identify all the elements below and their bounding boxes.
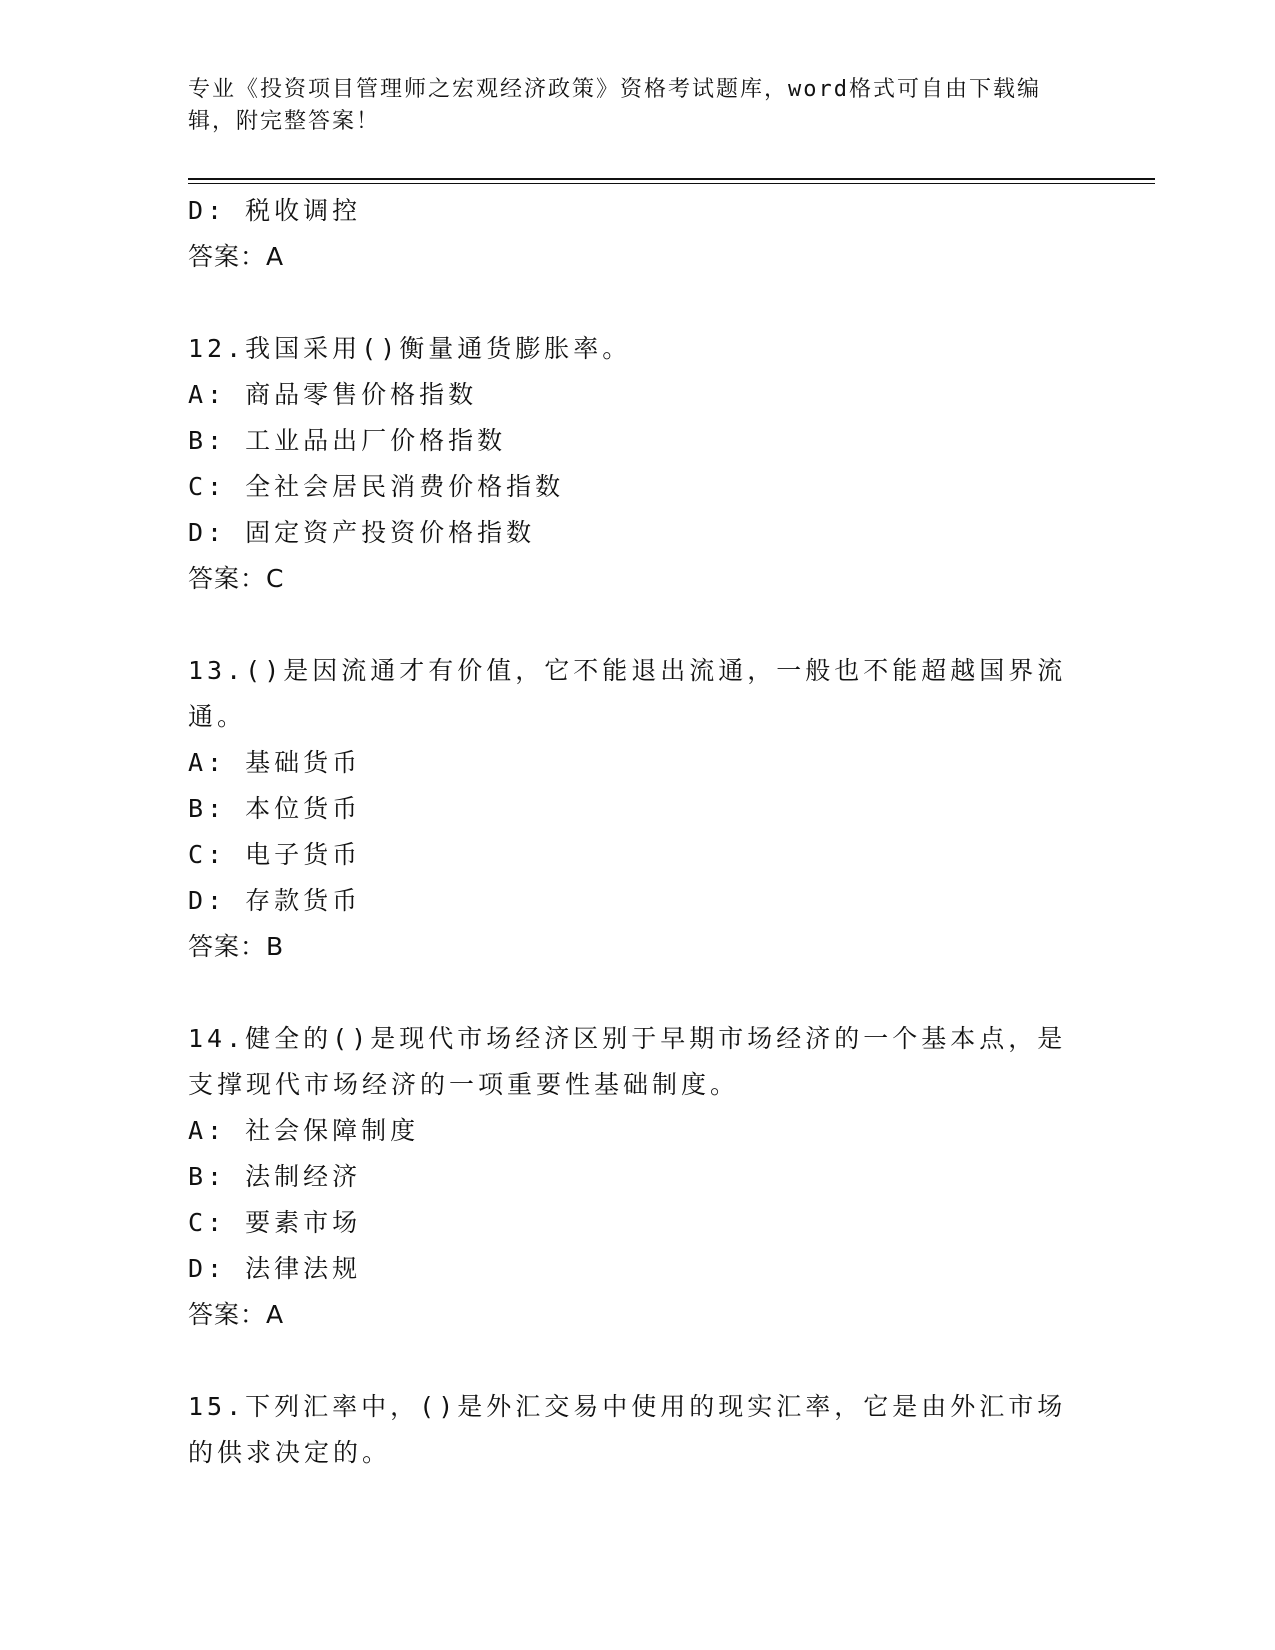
- option-d: D: 税收调控: [188, 196, 362, 225]
- option-b: B: 工业品出厂价格指数: [188, 426, 507, 455]
- document-header: 专业《投资项目管理师之宏观经济政策》资格考试题库，word格式可自由下载编辑，附完整答案！: [188, 77, 1041, 134]
- option-a: A: 基础货币: [188, 748, 362, 777]
- question-13: [188, 648, 1088, 970]
- option-c: C: 电子货币: [188, 840, 362, 869]
- option-a: A: 社会保障制度: [188, 1116, 420, 1145]
- option-d: D: 固定资产投资价格指数: [188, 518, 536, 547]
- option-a: A: 商品零售价格指数: [188, 380, 478, 409]
- answer-line: 答案：A: [188, 242, 285, 271]
- option-b: B: 本位货币: [188, 794, 362, 823]
- header-divider-thick: [188, 178, 1155, 180]
- answer-line: 答案：A: [188, 1300, 285, 1329]
- question-stem: 13.()是因流通才有价值，它不能退出流通，一般也不能超越国界流通。: [188, 656, 1067, 731]
- question-stem: 14.健全的()是现代市场经济区别于早期市场经济的一个基本点，是支撑现代市场经济的一项重要性基础制度。: [188, 1024, 1067, 1099]
- option-c: C: 全社会居民消费价格指数: [188, 472, 565, 501]
- option-d: D: 存款货币: [188, 886, 362, 915]
- question-14: [188, 1016, 1088, 1338]
- question-stem: 12.我国采用()衡量通货膨胀率。: [188, 334, 632, 363]
- previous-question-tail: [188, 188, 1088, 280]
- option-d: D: 法律法规: [188, 1254, 362, 1283]
- answer-line: 答案：C: [188, 564, 285, 593]
- question-12: [188, 326, 1088, 602]
- question-15: [188, 1384, 1088, 1476]
- answer-line: 答案：B: [188, 932, 285, 961]
- option-b: B: 法制经济: [188, 1162, 362, 1191]
- question-stem: 15.下列汇率中，()是外汇交易中使用的现实汇率，它是由外汇市场的供求决定的。: [188, 1392, 1067, 1467]
- question-list: [188, 188, 1088, 1476]
- option-c: C: 要素市场: [188, 1208, 362, 1237]
- header-divider-thin: [188, 183, 1155, 184]
